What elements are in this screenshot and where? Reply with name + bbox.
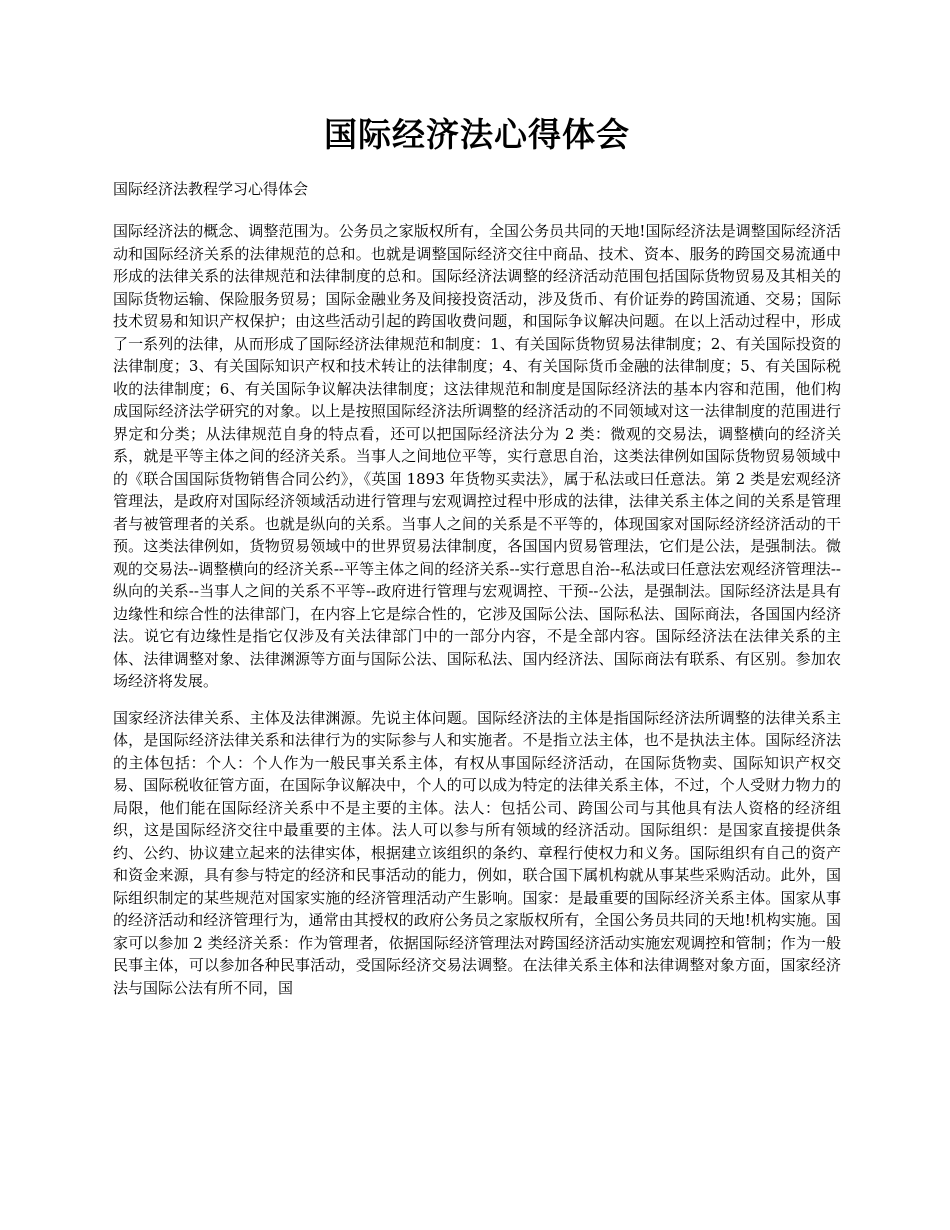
document-subtitle: 国际经济法教程学习心得体会 — [113, 180, 309, 198]
document-title: 国际经济法心得体会 — [324, 115, 630, 154]
document-page — [113, 110, 841, 1013]
body-paragraph-2: 国家经济法律关系、主体及法律渊源。先说主体问题。国际经济法的主体是指国际经济法所调整的法律关系主体，是国际经济法律关系和法律行为的实际参与人和实施者。不是指立法主体，也不是执法主体。国际经济法的主体包括：个人：个人作为一般民事关系主体，有权从事国际经济活动，在国际货物卖、国际知识产权交易、国际税收征管方面，在国际争议解决中，个人的可以成为特定的法律关系主体，不过，个人受财力物力的局限，他们能在国际经济关系中不是主要的主体。法人：包括公司、跨国公司与其他具有法人资格的经济组织，这是国际经济交往中最重要的主体。法人可以参与所有领域的经济活动。国际组织：是国家直接提供条约、公约、协议建立起来的法律实体，根据建立该组织的条约、章程行使权力和义务。国际组织有自己的资产和资金来源，具有参与特定的经济和民事活动的能力，例如，联合国下属机构就从事某些采购活动。此外，国际组织制定的某些规范对国家实施的经济管理活动产生影响。国家：是最重要的国际经济关系主体。国家从事的经济活动和经济管理行为，通常由其授权的政府公务员之家版权所有，全国公务员共同的天地!机构实施。国家可以参加 2 类经济关系：作为管理者，依据国际经济管理法对跨国经济活动实施宏观调控和管制；作为一般民事主体，可以参加各种民事活动，受国际经济交易法调整。在法律关系主体和法律调整对象方面，国家经济法与国际公法有所不同，国 — [113, 708, 841, 997]
body-paragraph-1: 国际经济法的概念、调整范围为。公务员之家版权所有，全国公务员共同的天地!国际经济法是调整国际经济活动和国际经济关系的法律规范的总和。也就是调整国际经济交往中商品、技术、资本、服务的跨国交易流通中形成的法律关系的法律规范和法律制度的总和。国际经济法调整的经济活动范围包括国际货物贸易及其相关的国际货物运输、保险服务贸易；国际金融业务及间接投资活动，涉及货币、有价证券的跨国流通、交易；国际技术贸易和知识产权保护；由这些活动引起的跨国收费问题，和国际争议解决问题。在以上活动过程中，形成了一系列的法律，从而形成了国际经济法律规范和制度：1、有关国际货物贸易法律制度；2、有关国际投资的法律制度；3、有关国际知识产权和技术转让的法律制度；4、有关国际货币金融的法律制度；5、有关国际税收的法律制度；6、有关国际争议解决法律制度；这法律规范和制度是国际经济法的基本内容和范围，他们构成国际经济法学研究的对象。以上是按照国际经济法所调整的经济活动的不同领域对这一法律制度的范围进行界定和分类；从法律规范自身的特点看，还可以把国际经济法分为 2 类：微观的交易法，调整横向的经济关系，就是平等主体之间的经济关系。当事人之间地位平等，实行意思自治，这类法律例如国际货物贸易领域中的《联合国国际货物销售合同公约》，《英国 1893 年货物买卖法》，属于私法或曰任意法。第 2 类是宏观经济管理法，是政府对国际经济领域活动进行管理与宏观调控过程中形成的法律，法律关系主体之间的关系是管理者与被管理者的关系。也就是纵向的关系。当事人之间的关系是不平等的，体现国家对国际经济经济活动的干预。这类法律例如，货物贸易领域中的世界贸易法律制度，各国国内贸易管理法，它们是公法，是强制法。微观的交易法--调整横向的经济关系--平等主体之间的经济关系--实行意思自治--私法或曰任意法宏观经济管理法--纵向的关系--当事人之间的关系不平等--政府进行管理与宏观调控、干预--公法，是强制法。国际经济法是具有边缘性和综合性的法律部门，在内容上它是综合性的，它涉及国际公法、国际私法、国际商法，各国国内经济法。说它有边缘性是指它仅涉及有关法律部门中的一部分内容，不是全部内容。国际经济法在法律关系的主体、法律调整对象、法律渊源等方面与国际公法、国际私法、国内经济法、国际商法有联系、有区别。参加农场经济将发展。 — [113, 222, 841, 690]
